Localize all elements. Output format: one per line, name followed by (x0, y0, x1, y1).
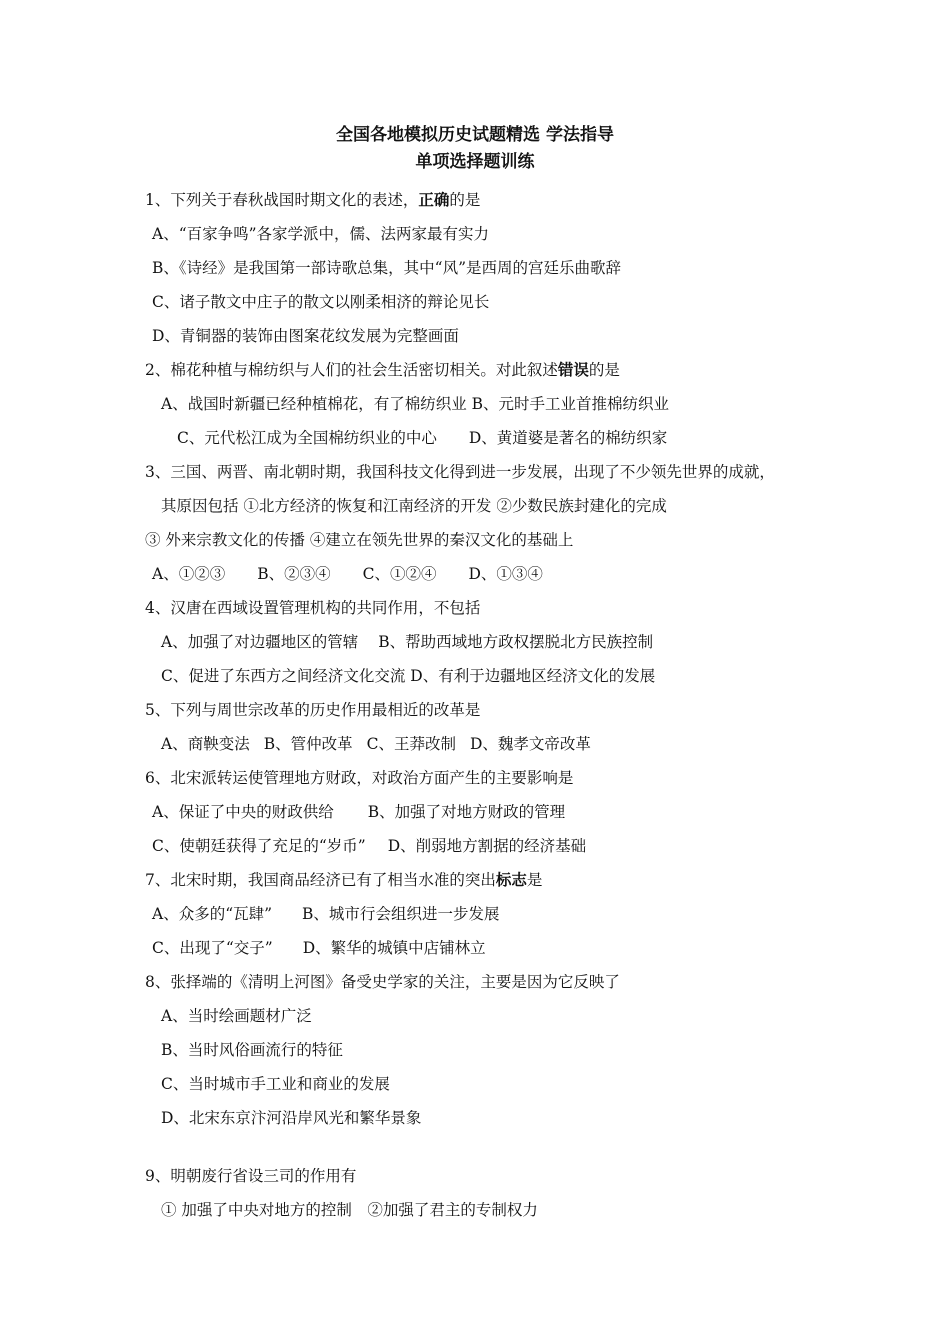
question-7-option-d: D、繁华的城镇中店铺林立 (302, 939, 486, 957)
question-8-stem: 8、张择端的《清明上河图》备受史学家的关注，主要是因为它反映了 (145, 973, 620, 991)
question-6-option-b: B、加强了对地方财政的管理 (367, 803, 566, 821)
question-1-emphasis: 正确 (418, 191, 450, 209)
question-4-stem: 4、汉唐在西域设置管理机构的共同作用，不包括 (145, 599, 481, 617)
question-1-option-b: B、《诗经》是我国第一部诗歌总集，其中“风”是西周的宫廷乐曲歌辞 (152, 259, 621, 277)
question-4-options-cd: C、促进了东西方之间经济文化交流 D、有利于边疆地区经济文化的发展 (161, 667, 656, 685)
question-1-option-a: A、“百家争鸣”各家学派中，儒、法两家最有实力 (152, 225, 490, 243)
question-8-option-d: D、北宋东京汴河沿岸风光和繁华景象 (161, 1109, 422, 1127)
question-9-stem: 9、明朝废行省设三司的作用有 (145, 1167, 357, 1185)
doc-subtitle: 单项选择题训练 (415, 152, 535, 172)
question-8-option-c: C、当时城市手工业和商业的发展 (161, 1075, 390, 1093)
question-5-stem: 5、下列与周世宗改革的历史作用最相近的改革是 (145, 701, 481, 719)
question-6-stem: 6、北宋派转运使管理地方财政，对政治方面产生的主要影响是 (145, 769, 574, 787)
question-7-emphasis: 标志 (495, 871, 527, 889)
question-8-option-b: B、当时风俗画流行的特征 (161, 1041, 343, 1059)
question-7-options-cd (152, 938, 486, 958)
question-6-option-a: A、保证了中央的财政供给 (152, 803, 334, 821)
question-3-options (152, 564, 543, 584)
question-2-option-d: D、黄道婆是著名的棉纺织家 (468, 429, 668, 447)
question-1-stem (145, 190, 480, 210)
question-6-option-d: D、削弱地方割据的经济基础 (387, 837, 587, 855)
question-3-stem: 3、三国、两晋、南北朝时期，我国科技文化得到进一步发展，出现了不少领先世界的成就， (145, 463, 775, 481)
question-3-line-2: 其原因包括 ①北方经济的恢复和江南经济的开发 ②少数民族封建化的完成 (161, 497, 667, 515)
question-2-option-c: C、元代松江成为全国棉纺织业的中心 (177, 429, 437, 447)
question-5-options (161, 734, 591, 754)
question-3-option-b: B、②③④ (257, 565, 331, 583)
question-4-option-a: A、加强了对边疆地区的管辖 (161, 633, 359, 651)
doc-title: 全国各地模拟历史试题精选 学法指导 (336, 125, 614, 145)
question-1-option-d: D、青铜器的装饰由图案花纹发展为完整画面 (152, 327, 459, 345)
question-2-text-end: 的是 (588, 361, 620, 379)
question-6-options-ab (152, 802, 565, 822)
question-7-text-end: 是 (526, 871, 543, 889)
question-6-options-cd (152, 836, 586, 856)
question-7-options-ab (152, 904, 499, 924)
question-2-text: 2、棉花种植与棉纺织与人们的社会生活密切相关。对此叙述 (145, 361, 558, 379)
question-7-option-b: B、城市行会组织进一步发展 (302, 905, 500, 923)
question-3-option-d: D、①③④ (468, 565, 543, 583)
question-4-option-b: B、帮助西域地方政权摆脱北方民族控制 (378, 633, 654, 651)
question-1-text: 1、下列关于春秋战国时期文化的表述， (145, 191, 419, 209)
question-9-options: ① 加强了中央对地方的控制 ②加强了君主的专制权力 (161, 1201, 538, 1219)
question-5-option-d: D、魏孝文帝改革 (469, 735, 591, 753)
question-6-option-c: C、使朝廷获得了充足的“岁币” (152, 837, 366, 855)
question-5-option-a: A、商鞅变法 (161, 735, 250, 753)
question-7-text: 7、北宋时期，我国商品经济已有了相当水准的突出 (145, 871, 496, 889)
question-1-text-end: 的是 (449, 191, 481, 209)
question-3-option-c: C、①②④ (362, 565, 437, 583)
question-1-option-c: C、诸子散文中庄子的散文以刚柔相济的辩论见长 (152, 293, 490, 311)
question-2-options-cd (177, 428, 667, 448)
question-7-option-a: A、众多的“瓦肆” (152, 905, 273, 923)
question-2-stem (145, 360, 620, 380)
question-2-options-ab: A、战国时新疆已经种植棉花，有了棉纺织业 B、元时手工业首推棉纺织业 (161, 395, 670, 413)
question-5-option-b: B、管仲改革 (263, 735, 353, 753)
question-3-line-3: ③ 外来宗教文化的传播 ④建立在领先世界的秦汉文化的基础上 (145, 531, 574, 549)
question-7-option-c: C、出现了“交子” (152, 939, 273, 957)
question-7-stem (145, 870, 542, 890)
question-4-options-ab (161, 632, 653, 652)
question-8-option-a: A、当时绘画题材广泛 (161, 1007, 312, 1025)
question-3-option-a: A、①②③ (152, 565, 226, 583)
question-2-emphasis: 错误 (557, 361, 589, 379)
question-5-option-c: C、王莽改制 (366, 735, 456, 753)
